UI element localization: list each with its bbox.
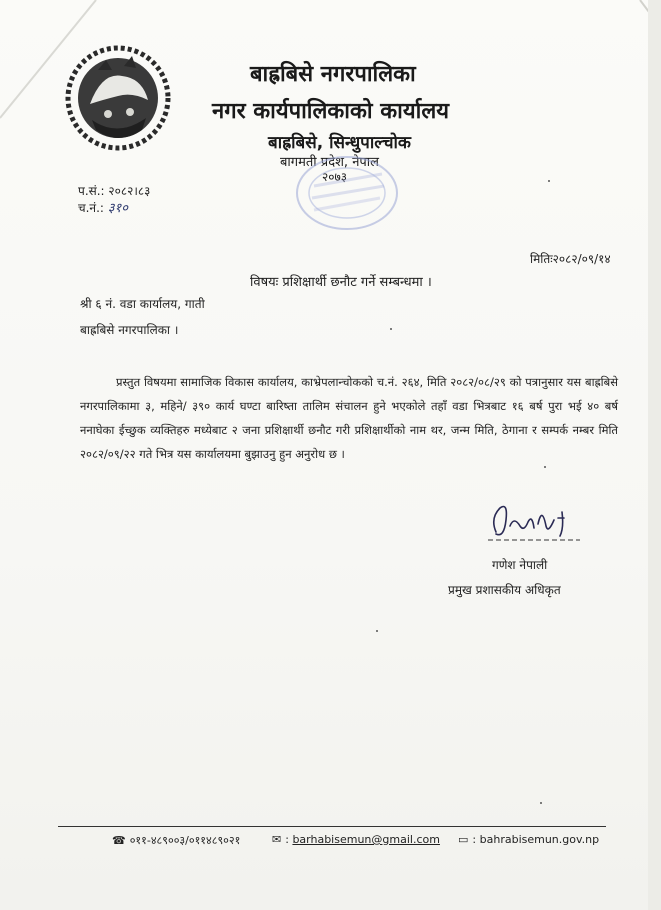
computer-icon: ▭ (458, 833, 469, 846)
recipient-line-1: श्री ६ नं. वडा कार्यालय, गाती (80, 297, 205, 311)
footer-phone (112, 833, 240, 848)
signatory-name: गणेश नेपाली (492, 558, 548, 572)
phone-number: ०११-४८९००३/०११४८९०२१ (129, 834, 241, 847)
letter-date: मितिः२०८२/०९/१४ (530, 252, 611, 266)
signatory-title: प्रमुख प्रशासकीय अधिकृत (448, 583, 561, 597)
office-province: बागमती प्रदेश, नेपाल (280, 155, 379, 170)
scan-speck (544, 466, 546, 468)
email-separator: : (285, 833, 289, 846)
footer-website[interactable] (458, 833, 599, 846)
dispatch-value: ३१० (107, 201, 129, 216)
office-stamp (292, 152, 402, 234)
municipality-title: बाह्रबिसे नगरपालिका (250, 62, 416, 87)
office-established-year: २०७३ (322, 170, 347, 184)
dispatch-label: च.नं.: (78, 201, 104, 215)
reference-number: प.सं.: २०८२।८३ (78, 184, 151, 198)
website-address[interactable]: bahrabisemun.gov.np (479, 833, 600, 846)
footer-email[interactable] (272, 833, 440, 846)
telephone-icon: ☎ (112, 834, 126, 847)
scan-speck (540, 802, 542, 804)
dispatch-number (78, 198, 128, 216)
letter-subject: विषयः प्रशिक्षार्थी छनौट गर्ने सम्बन्धमा । (250, 275, 432, 290)
scan-speck (548, 180, 550, 182)
recipient-line-2: बाह्रबिसे नगरपालिका । (80, 323, 179, 337)
office-title: नगर कार्यपालिकाको कार्यालय (212, 99, 449, 124)
scan-speck (376, 630, 378, 632)
scan-speck (390, 328, 392, 330)
envelope-icon: ✉ (272, 833, 282, 846)
handwritten-signature (484, 498, 584, 546)
footer-divider (58, 826, 606, 827)
nepal-government-emblem (62, 42, 174, 154)
email-address[interactable]: barhabisemun@gmail.com (292, 833, 440, 846)
web-separator: : (472, 833, 477, 846)
office-address: बाह्रबिसे, सिन्धुपाल्चोक (268, 133, 411, 153)
letter-body: प्रस्तुत विषयमा सामाजिक विकास कार्यालय, काभ्रेपलान्चोकको च.नं. २६४, मिति २०८२/०८/२९ को पत्रानुसार यस बाह्रबिसे नगरपालिकामा ३, महिने/ ३९० कार्य घण्टा बारिष्ता तालिम संचालन हुने भएकोले तहाँ वडा भित्रबाट १६ बर्ष पुरा भई ४० बर्ष ननाघेका ईच्छुक व्यक्तिहरु मध्येबाट २ जना प्रशिक्षार्थी छनौट गरी प्रशिक्षार्थीको नाम थर, जन्म मिति, ठेगाना र सम्पर्क नम्बर मिति २०८२/०९/२२ गते भित्र यस कार्यालयमा बुझाउनु हुन अनुरोध छ । (80, 375, 618, 461)
